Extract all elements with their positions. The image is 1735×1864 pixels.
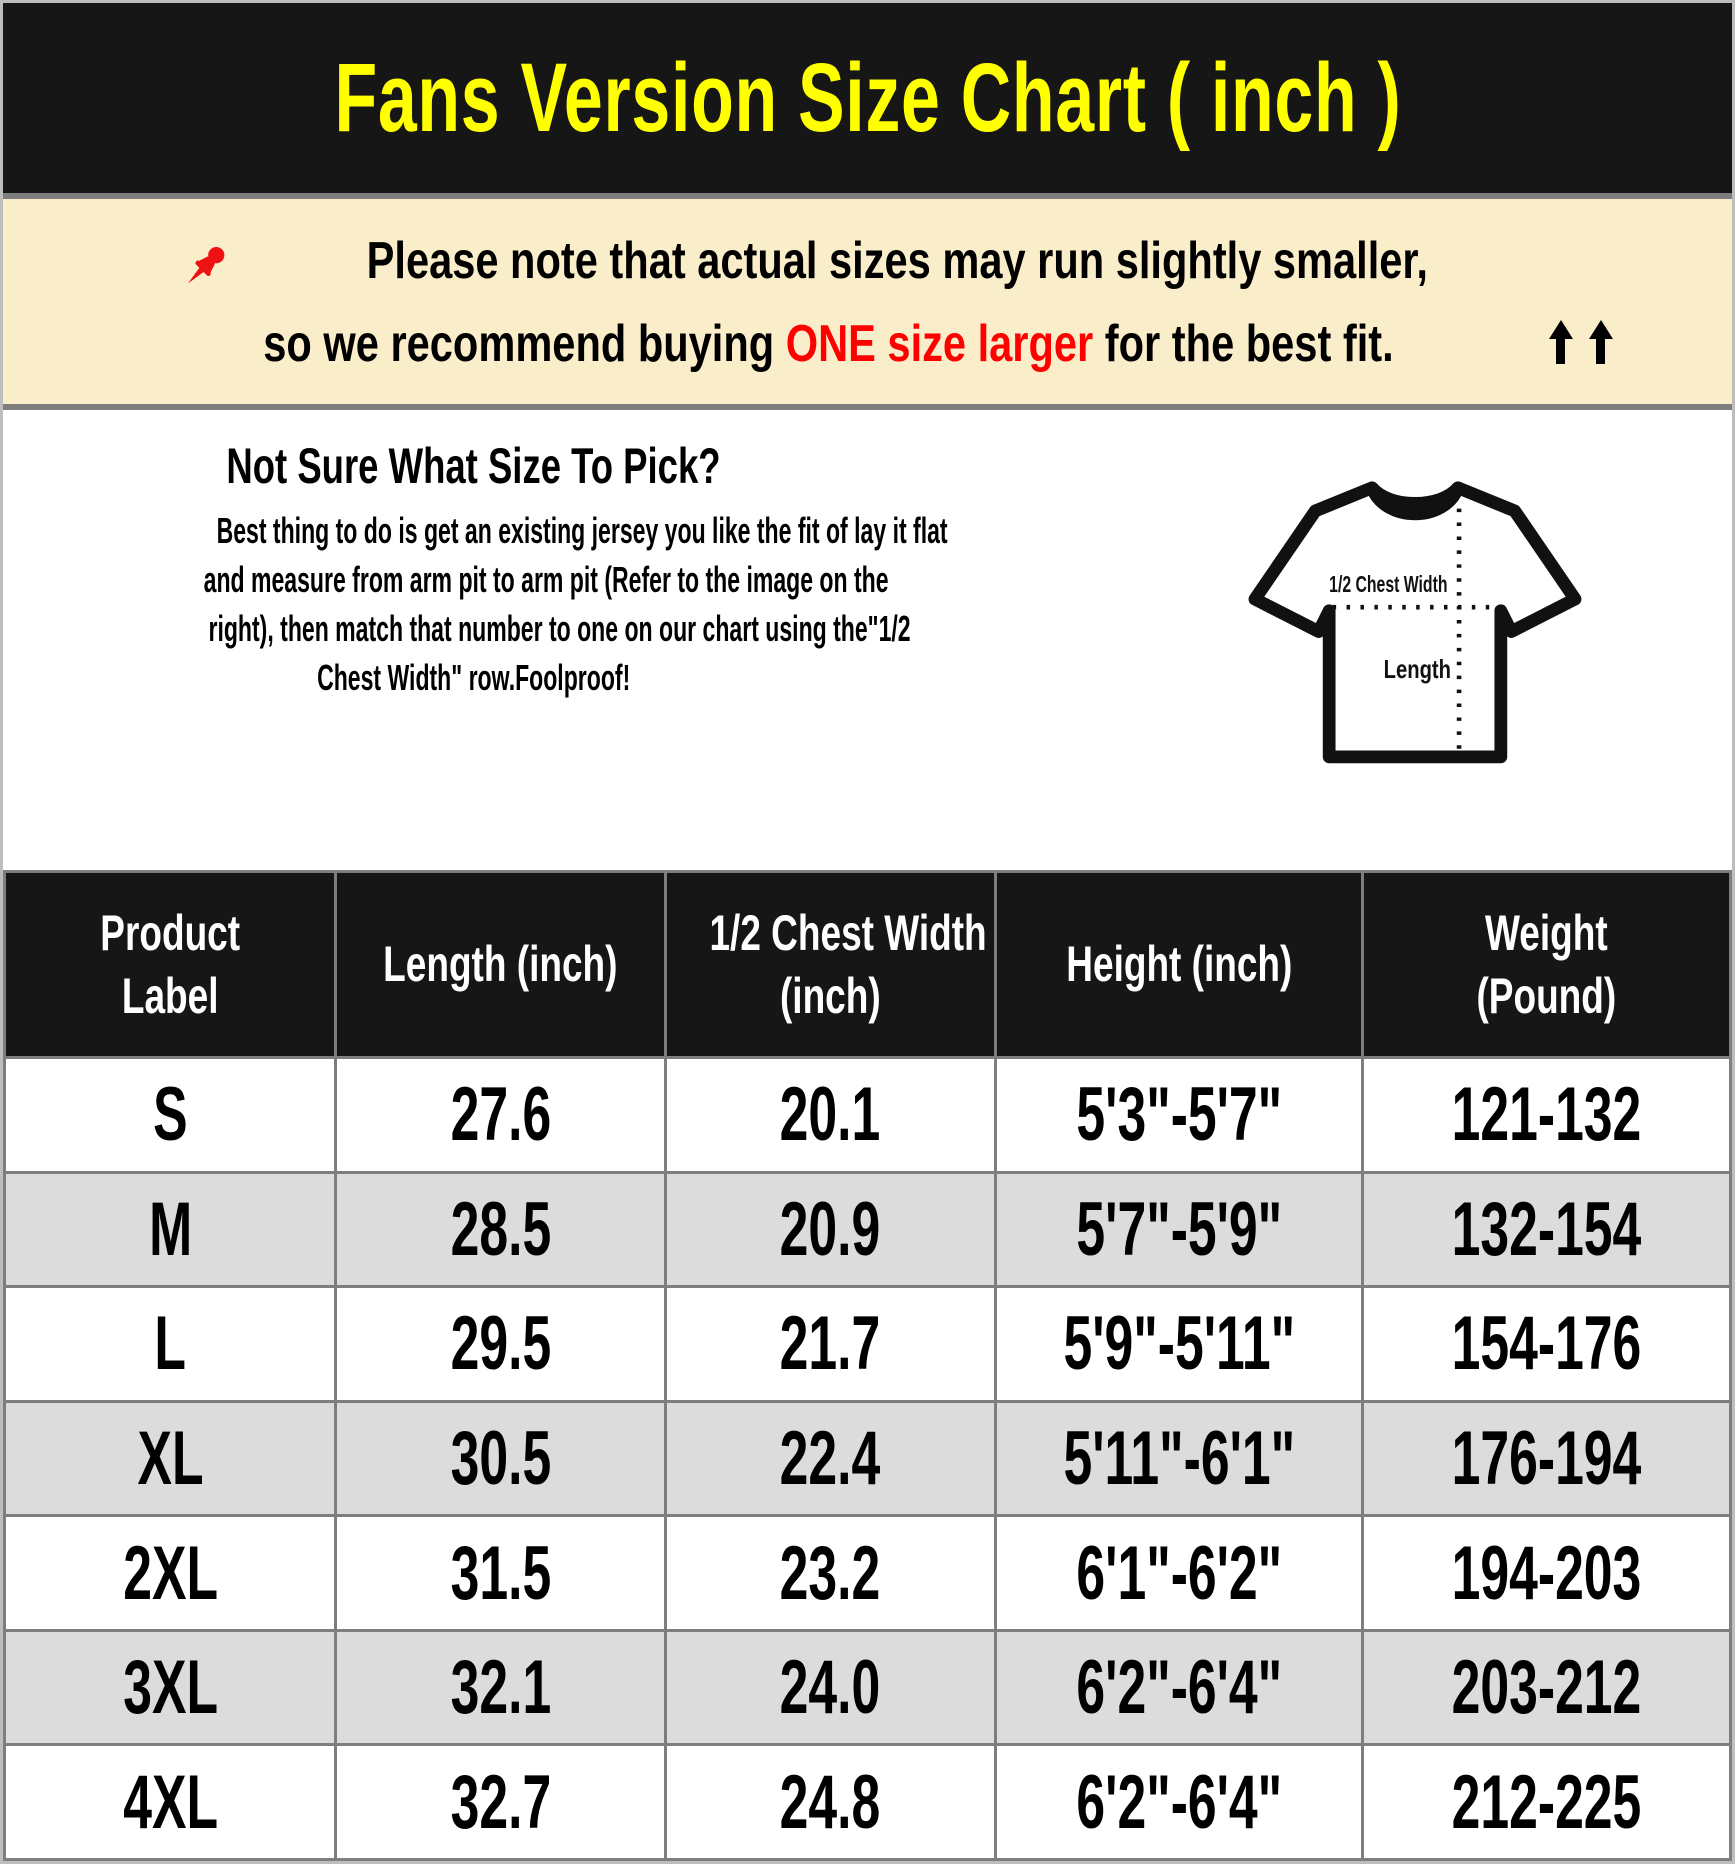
up-arrow-icon [1589,320,1613,364]
table-cell: 6'1"-6'2" [995,1516,1363,1631]
tshirt-diagram-svg [1241,424,1589,816]
table-cell: 28.5 [336,1172,666,1287]
table-cell: L [5,1287,336,1402]
notice-text-1: Please note that actual sizes may run slightly smaller, [366,231,1429,290]
table-cell: 6'2"-6'4" [995,1745,1363,1860]
table-cell: 20.1 [666,1058,996,1173]
guide-body-line: Chest Width" row.Foolproof! [316,657,631,698]
column-header: Product Label [5,872,336,1058]
tshirt-outline [1255,488,1575,757]
title-bar [3,3,1732,193]
guide-body [11,506,948,702]
table-cell: 20.9 [666,1172,996,1287]
notice-highlight: ONE size larger [785,314,1094,373]
table-cell: 212-225 [1363,1745,1731,1860]
table-cell: 23.2 [666,1516,996,1631]
table-cell: 24.0 [666,1630,996,1745]
table-cell: 121-132 [1363,1058,1731,1173]
table-cell: 32.1 [336,1630,666,1745]
table-cell: 203-212 [1363,1630,1731,1745]
tshirt-diagram [1241,424,1589,816]
table-cell: 5'7"-5'9" [995,1172,1363,1287]
table-row [5,1172,1731,1287]
guide-text-block [11,436,948,702]
guide-body-line: and measure from arm pit to arm pit (Refer to the image on the [203,559,889,600]
size-table-header-row [5,872,1731,1058]
notice-line-1 [174,232,1561,290]
table-row [5,1516,1731,1631]
table-cell: 22.4 [666,1401,996,1516]
guide-body-line: Best thing to do is get an existing jersey you like the fit of lay it flat [216,510,948,551]
table-cell: 30.5 [336,1401,666,1516]
column-header: Height (inch) [995,872,1363,1058]
chest-width-label: 1/2 Chest Width [1329,571,1448,598]
table-cell: 6'2"-6'4" [995,1630,1363,1745]
table-cell: 21.7 [666,1287,996,1402]
table-cell: 4XL [5,1745,336,1860]
size-table [3,870,1732,1861]
table-cell: 5'3"-5'7" [995,1058,1363,1173]
notice-line-2 [122,316,1613,372]
table-cell: 31.5 [336,1516,666,1631]
size-table-body [5,1058,1731,1860]
table-cell: 3XL [5,1630,336,1745]
table-cell: 132-154 [1363,1172,1731,1287]
guide-body-line: right), then match that number to one on our chart using the"1/2 [208,608,911,649]
notice-section [3,199,1732,404]
up-arrow-icon [1549,320,1573,364]
column-header: Length (inch) [336,872,666,1058]
guide-heading: Not Sure What Size To Pick? [226,438,721,494]
table-cell: 29.5 [336,1287,666,1402]
table-cell: 2XL [5,1516,336,1631]
column-header: Weight (Pound) [1363,872,1731,1058]
table-cell: 176-194 [1363,1401,1731,1516]
length-label: Length [1383,656,1451,684]
page-title: Fans Version Size Chart ( inch ) [334,43,1401,152]
table-cell: XL [5,1401,336,1516]
table-cell: 24.8 [666,1745,996,1860]
up-arrows [1549,320,1613,364]
column-header: 1/2 Chest Width (inch) [666,872,996,1058]
guide-section [3,410,1732,870]
table-row [5,1630,1731,1745]
table-row [5,1401,1731,1516]
table-cell: 154-176 [1363,1287,1731,1402]
table-cell: 5'9"-5'11" [995,1287,1363,1402]
table-cell: 5'11"-6'1" [995,1401,1363,1516]
table-cell: 27.6 [336,1058,666,1173]
table-cell: S [5,1058,336,1173]
table-cell: M [5,1172,336,1287]
table-row [5,1058,1731,1173]
table-cell: 194-203 [1363,1516,1731,1631]
table-row [5,1287,1731,1402]
notice-text-2: so we recommend buying ONE size larger for the best fit. [263,314,1394,373]
table-cell: 32.7 [336,1745,666,1860]
table-row [5,1745,1731,1860]
pushpin-icon [174,236,232,294]
